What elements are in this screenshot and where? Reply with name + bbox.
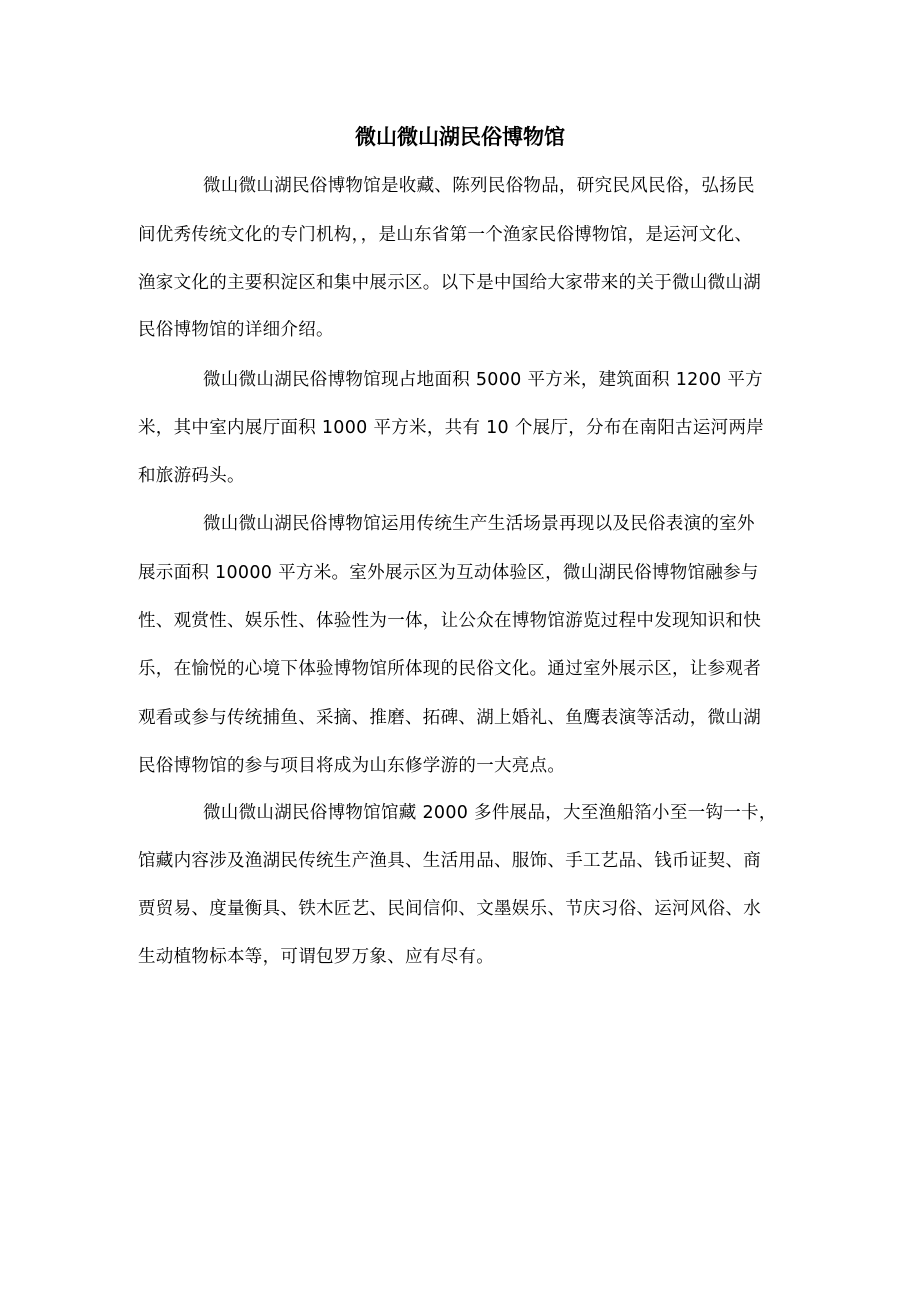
paragraph-line: 微山微山湖民俗博物馆是收藏、陈列民俗物品，研究民风民俗，弘扬民 xyxy=(203,176,755,196)
document-title: 微山微山湖民俗博物馆 xyxy=(355,125,565,149)
paragraph-line: 贾贸易、度量衡具、铁木匠艺、民间信仰、文墨娱乐、节庆习俗、运河风俗、水 xyxy=(138,899,761,919)
paragraph-line: 微山微山湖民俗博物馆运用传统生产生活场景再现以及民俗表演的室外 xyxy=(203,514,755,534)
paragraph-line: 生动植物标本等，可谓包罗万象、应有尽有。 xyxy=(138,947,494,967)
paragraph-line: 米，其中室内展厅面积 1000 平方米，共有 10 个展厅，分布在南阳古运河两岸 xyxy=(138,418,765,438)
paragraph-line: 乐，在愉悦的心境下体验博物馆所体现的民俗文化。通过室外展示区，让参观者 xyxy=(138,659,761,679)
paragraph-line: 渔家文化的主要积淀区和集中展示区。以下是中国给大家带来的关于微山微山湖 xyxy=(138,273,761,293)
paragraph-line: 民俗博物馆的参与项目将成为山东修学游的一大亮点。 xyxy=(138,756,566,776)
paragraph-line: 观看或参与传统捕鱼、采摘、推磨、拓碑、湖上婚礼、鱼鹰表演等活动，微山湖 xyxy=(138,708,761,728)
paragraph-line: 性、观赏性、娱乐性、体验性为一体，让公众在博物馆游览过程中发现知识和快 xyxy=(138,611,761,631)
paragraph-line: 微山微山湖民俗博物馆现占地面积 5000 平方米，建筑面积 1200 平方 xyxy=(203,370,763,390)
paragraph-line: 间优秀传统文化的专门机构，，是山东省第一个渔家民俗博物馆，是运河文化、 xyxy=(138,225,753,245)
paragraph-line: 民俗博物馆的详细介绍。 xyxy=(138,320,334,340)
paragraph-line: 和旅游码头。 xyxy=(138,466,245,486)
paragraph-line: 展示面积 10000 平方米。室外展示区为互动体验区，微山湖民俗博物馆融参与 xyxy=(138,563,759,583)
paragraph-line: 微山微山湖民俗博物馆馆藏 2000 多件展品，大至渔船箔小至一钩一卡， xyxy=(203,803,777,823)
paragraph-line: 馆藏内容涉及渔湖民传统生产渔具、生活用品、服饰、手工艺品、钱币证契、商 xyxy=(138,851,761,871)
